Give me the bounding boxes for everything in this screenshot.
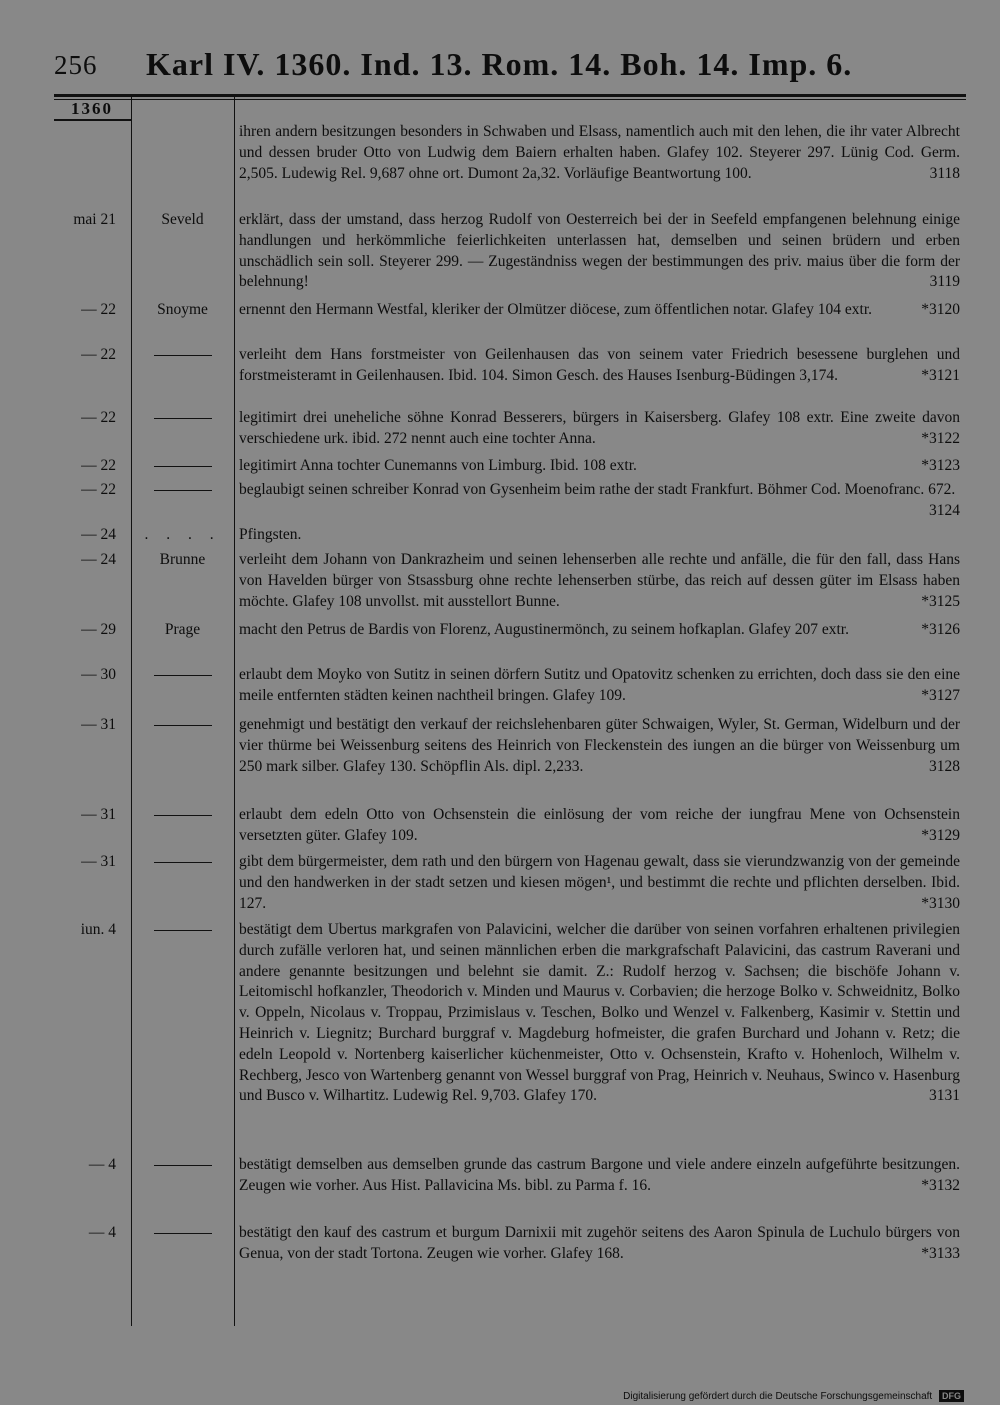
header-rule-thin — [54, 99, 966, 100]
entry-date: mai 21 — [73, 211, 116, 228]
footer-text: Digitalisierung gefördert durch die Deutsche Forschungsgemeinschaft — [623, 1391, 933, 1402]
entry-body: bestätigt den kauf des castrum et burgum Darnixii mit zugehör seitens des Aaron Spinula de Luchulo bürgers von Genua, von der stadt Tortona. Zeugen wie vorher. Glafey 168. — [239, 1224, 960, 1262]
ditto-dash — [131, 480, 234, 501]
entry-place: Snoyme — [157, 301, 208, 318]
ditto-dash — [131, 805, 234, 826]
entry-body: gibt dem bürgermeister, dem rath und den bürgern von Hagenau gewalt, dass sie vierundzwanzig von der gemeinde und den handwerken in der stadt setzen und kiesen mögen¹, und bestimmt die rechte und pflichten derselben. Ibid. 127. — [239, 853, 960, 912]
ditto-dash-line — [154, 725, 212, 726]
entry-text — [239, 1155, 960, 1197]
entry-text — [239, 805, 960, 847]
entry-number: *3130 — [921, 894, 960, 912]
ditto-dash-line — [154, 675, 212, 676]
entry-body: legitimirt Anna tochter Cunemanns von Limburg. Ibid. 108 extr. — [239, 457, 637, 474]
entry-date: — 4 — [88, 1224, 116, 1241]
column-divider-place — [234, 96, 235, 1326]
dfg-logo: DFG — [939, 1390, 964, 1402]
entry-text — [239, 525, 960, 546]
entry-date: — 22 — [81, 346, 116, 363]
entry-body: beglaubigt seinen schreiber Konrad von Gysenheim beim rathe der stadt Frankfurt. Böhmer Cod. Moenofranc. 672. — [239, 481, 956, 498]
entry-date: — 31 — [81, 806, 116, 823]
entry-date: — 22 — [81, 481, 116, 498]
entry-number: *3132 — [921, 1176, 960, 1194]
ditto-dash — [131, 920, 234, 941]
ditto-dash-line — [154, 815, 212, 816]
ditto-dash-line — [154, 490, 212, 491]
entry-date: — 29 — [81, 621, 116, 638]
entry-text — [239, 210, 960, 293]
year-underline — [54, 119, 131, 121]
column-divider-date — [131, 96, 132, 1326]
entry-body: genehmigt und bestätigt den verkauf der reichslehenbaren güter Schwaigen, Wyler, St. German, Widelburn und der vier thürme bei Weissenburg seitens des Heinrich von Fleckenstein des iungen an die bürger von Weissenburg um 250 mark silber. Glafey 130. Schöpflin Als. dipl. 2,233. — [239, 716, 960, 775]
ditto-dash-line — [154, 466, 212, 467]
year-label: 1360 — [71, 99, 113, 118]
entry-number: *3121 — [921, 366, 960, 384]
entry-text — [239, 715, 960, 777]
entry-text — [239, 480, 960, 522]
entry-number: 3118 — [929, 164, 960, 182]
entry-place: Brunne — [159, 551, 206, 568]
entry-number: *3129 — [921, 826, 960, 844]
entry-date: — 24 — [81, 551, 116, 568]
entry-body: legitimirt drei uneheliche söhne Konrad Besserers, bürgers in Kaisersberg. Glafey 108 extr. Eine zweite davon verschiedene urk. ibid. 272 nennt auch eine tochter Anna. — [239, 409, 960, 447]
ditto-dash — [131, 1223, 234, 1244]
entry-text — [239, 920, 960, 1107]
entry-number: *3123 — [921, 457, 960, 474]
entry-number: *3133 — [921, 1244, 960, 1262]
entry-date: — 22 — [81, 457, 116, 474]
footer — [623, 1390, 964, 1402]
entry-body: Pfingsten. — [239, 526, 302, 543]
entry-text — [239, 852, 960, 914]
entry-date: — 30 — [81, 666, 116, 683]
entry-place: Seveld — [161, 211, 204, 228]
entry-number: 3119 — [929, 273, 960, 291]
ditto-dash-line — [154, 355, 212, 356]
entry-date: — 22 — [81, 301, 116, 318]
entry-text — [239, 300, 960, 321]
entry-body: macht den Petrus de Bardis von Florenz, Augustinermönch, zu seinem hofkaplan. Glafey 207 extr. — [239, 621, 849, 638]
entry-text — [239, 122, 960, 184]
entry-date: — 31 — [81, 716, 116, 733]
entry-text — [239, 408, 960, 450]
entry-number: *3125 — [921, 592, 960, 610]
ditto-dash — [131, 345, 234, 366]
entry-number: 3124 — [929, 501, 960, 519]
entry-number: *3122 — [921, 429, 960, 447]
entry-text — [239, 1223, 960, 1265]
entry-number: 3128 — [929, 757, 960, 775]
ditto-dash — [131, 456, 234, 477]
ditto-dash — [131, 408, 234, 429]
page-number: 256 — [54, 50, 98, 80]
ditto-dash — [131, 1155, 234, 1176]
entry-body: bestätigt demselben aus demselben grunde das castrum Bargone und viele andere einzeln aufgeführte besitzungen. Zeugen wie vorher. Aus Hist. Pallavicina Ms. bibl. zu Parma f. 16. — [239, 1156, 960, 1194]
entry-number: *3127 — [921, 686, 960, 704]
entry-body: verleiht dem Hans forstmeister von Geilenhausen das von seinem vater Friedrich besessene burglehen und forstmeisteramt in Geilenhausen. Ibid. 104. Simon Gesch. des Hauses Isenburg-Büdingen 3,174. — [239, 346, 960, 384]
entry-text — [239, 620, 960, 641]
entry-number: *3126 — [921, 621, 960, 638]
entry-body: erlaubt dem Moyko von Sutitz in seinen dörfern Sutitz und Opatovitz schenken zu errichten, doch dass sie den eine meile entfernten städten keinen nachtheil bringen. Glafey 109. — [239, 666, 960, 704]
ditto-dash-line — [154, 930, 212, 931]
entry-place: Prage — [164, 621, 201, 638]
entry-body: verleiht dem Johann von Dankrazheim und seinen lehenserben alle rechte und anfälle, die für den fall, dass Hans von Havelden bürger von Stsassburg ohne rechte lehenserben stürbe, das reich auf dessen güter im Elsass haben möchte. Glafey 108 unvollst. mit ausstellort Bunne. — [239, 551, 960, 610]
entry-date: — 31 — [81, 853, 116, 870]
ditto-dash-line — [154, 1233, 212, 1234]
running-head: Karl IV. 1360. Ind. 13. Rom. 14. Boh. 14. Imp. 6. — [146, 46, 853, 82]
entry-body: ernennt den Hermann Westfal, kleriker der Olmützer diöcese, zum öffentlichen notar. Glafey 104 extr. — [239, 301, 873, 318]
entry-body: bestätigt dem Ubertus markgrafen von Palavicini, welcher die darüber von seinen vorfahren erhaltenen privilegien durch zufälle verloren hat, und seinen männlichen erben die markgrafschaft Palavicini, das castrum Raverani und andere genannte besitzungen und belehnt sie damit. Z.: Rudolf herzog v. Sachsen; die bischöfe Johann v. Leitomischl hofkanzler, Theodorich v. Minden und Maurus v. Corbavien; die herzoge Bolko v. Schweidnitz, Bolko v. Oppeln, Nicolaus v. Troppau, Przimislaus v. Teschen, Bolko und Wenzel v. Falkenberg, Kasimir v. Stettin und Heinrich v. Liegnitz; Burchard burggraf v. Magdeburg hofmeister, die grafen Burchard und Johann v. Retz; die edeln Leopold v. Nortenberg kaiserlicher küchenmeister, Otto v. Ochsenstein, Krafto v. Hohenloch, Wilhelm v. Rechberg, Jesco von Wartenberg genannt von Wessel burggraf von Prag, Heinrich v. Neuhaus, Swinco v. Hasenburg und Busco v. Wilhartitz. Ludewig Rel. 9,703. Glafey 170. — [239, 921, 960, 1105]
entry-text — [239, 345, 960, 387]
ditto-dash-line — [154, 862, 212, 863]
entry-date: iun. 4 — [80, 921, 116, 938]
entry-body: ihren andern besitzungen besonders in Schwaben und Elsass, namentlich auch mit den lehen, die ihr vater Albrecht und dessen bruder Otto von Ludwig dem Baiern erhalten haben. Glafey 102. Steyerer 297. Lünig Cod. Germ. 2,505. Ludewig Rel. 9,687 ohne ort. Dumont 2a,32. Vorläufige Beantwortung 100. — [239, 123, 960, 182]
entry-text — [239, 665, 960, 707]
entry-text — [239, 456, 960, 477]
ditto-dash — [131, 715, 234, 736]
ditto-dash-line — [154, 418, 212, 419]
entry-text — [239, 550, 960, 612]
entry-date: — 24 — [81, 526, 116, 543]
entry-body: erklärt, dass der umstand, dass herzog Rudolf von Oesterreich bei der in Seefeld empfangenen belehnung einige handlungen und herkömmliche feierlichkeiten unterlassen hat, demselben und seinen brüdern und erben unschädlich sein soll. Steyerer 299. — Zugeständniss wegen der bestimmungen des priv. maius über die form der belehnung! — [239, 211, 960, 291]
entry-number: *3120 — [921, 301, 960, 318]
entry-date: — 22 — [81, 409, 116, 426]
entry-date: — 4 — [88, 1156, 116, 1173]
ditto-dash-line — [154, 1165, 212, 1166]
entry-body: erlaubt dem edeln Otto von Ochsenstein die einlösung der vom reiche der iungfrau Mene von Ochsenstein versetzten güter. Glafey 109. — [239, 806, 960, 844]
ditto-dash — [131, 852, 234, 873]
entry-number: 3131 — [929, 1087, 960, 1105]
ditto-dots: . . . . — [144, 526, 221, 543]
page-header — [54, 44, 966, 88]
ditto-dash — [131, 665, 234, 686]
header-rule — [54, 94, 966, 97]
